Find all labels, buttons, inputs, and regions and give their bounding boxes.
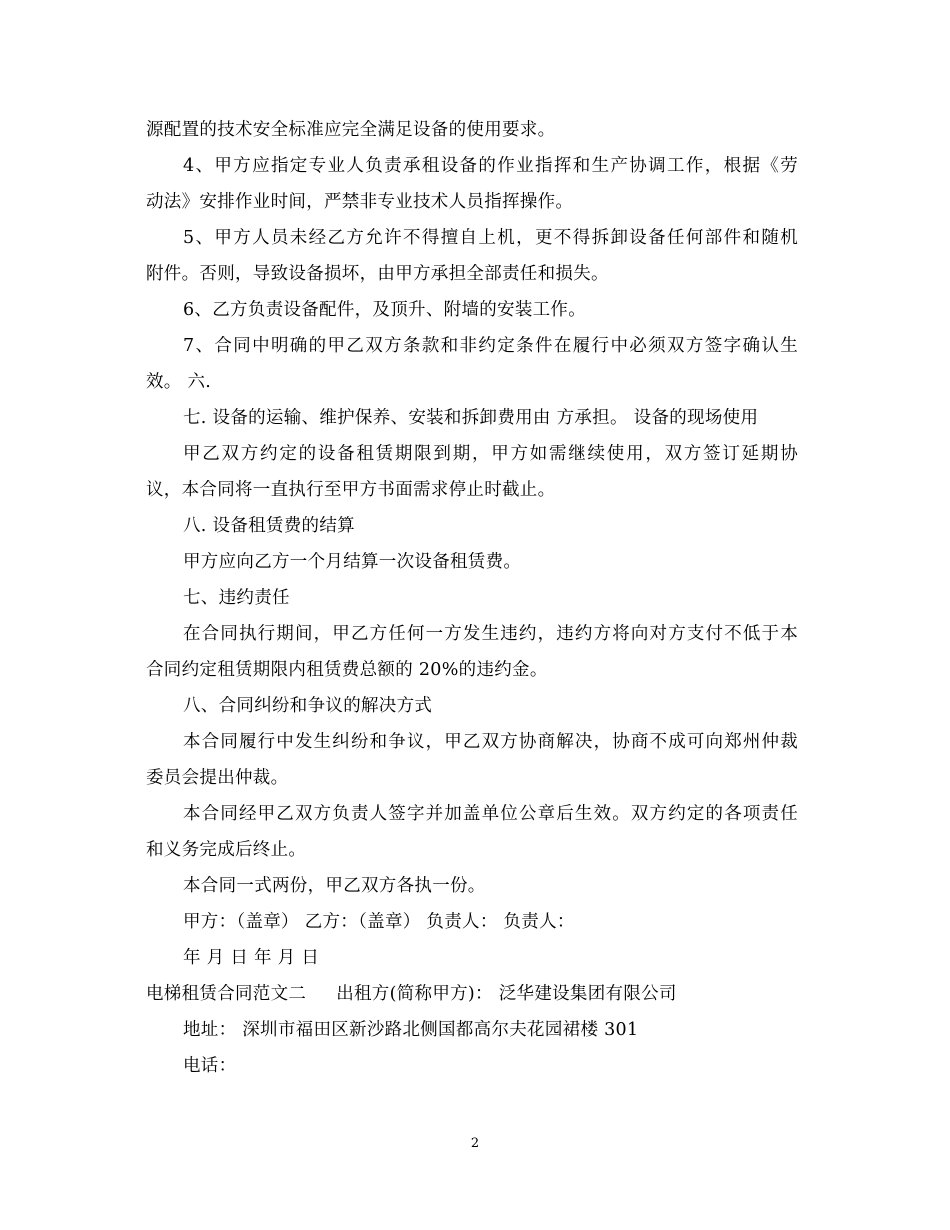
paragraph-line: 源配置的技术安全标准应完全满足设备的使用要求。: [146, 120, 556, 140]
section-heading: 七、违约责任: [183, 588, 290, 608]
paragraph-line: 本合同经甲乙双方负责人签字并加盖单位公章后生效。双方约定的各项责任: [183, 804, 798, 824]
paragraph-line: 委员会提出仲裁。: [146, 768, 289, 788]
lessor-line: 出租方(简称甲方)： 泛华建设集团有限公司: [336, 984, 677, 1004]
paragraph-line: 议，本合同将一直执行至甲方书面需求停止时截止。: [146, 480, 556, 500]
second-contract-title: 电梯租赁合同范文二: [146, 984, 307, 1004]
signature-line: 甲方：（盖章） 乙方：（盖章） 负责人： 负责人：: [183, 912, 575, 932]
paragraph-line: 动法》安排作业时间，严禁非专业技术人员指挥操作。: [146, 192, 574, 212]
second-contract-header: [146, 982, 677, 1006]
paragraph-line: 和义务完成后终止。: [146, 840, 307, 860]
paragraph-line: 附件。否则，导致设备损坏，由甲方承担全部责任和损失。: [146, 264, 609, 284]
paragraph-line: 6、乙方负责设备配件，及顶升、附墙的安装工作。: [183, 300, 587, 320]
date-line: 年 月 日 年 月 日: [183, 948, 320, 968]
address-line: 地址： 深圳市福田区新沙路北侧国都高尔夫花园裙楼 301: [183, 1020, 639, 1040]
paragraph-line: 效。 六.: [146, 372, 212, 392]
paragraph-line: 5、甲方人员未经乙方允许不得擅自上机，更不得拆卸设备任何部件和随机: [183, 228, 798, 248]
phone-line: 电话：: [183, 1056, 237, 1076]
paragraph-line: 合同约定租赁期限内租赁费总额的 20%的违约金。: [146, 660, 548, 680]
paragraph-line: 甲方应向乙方一个月结算一次设备租赁费。: [183, 552, 522, 572]
paragraph-line: 本合同履行中发生纠纷和争议，甲乙双方协商解决，协商不成可向郑州仲裁: [183, 732, 798, 752]
paragraph-line: 4、甲方应指定专业人负责承租设备的作业指挥和生产协调工作，根据《劳: [183, 156, 798, 176]
section-heading: 八、合同纠纷和争议的解决方式: [183, 696, 433, 716]
section-heading: 八. 设备租赁费的结算: [183, 516, 355, 536]
paragraph-line: 甲乙双方约定的设备租赁期限到期，甲方如需继续使用，双方签订延期协: [183, 444, 798, 464]
paragraph-line: 七. 设备的运输、维护保养、安装和拆卸费用由 方承担。 设备的现场使用: [183, 408, 759, 428]
paragraph-line: 本合同一式两份，甲乙双方各执一份。: [183, 876, 486, 896]
paragraph-line: 7、合同中明确的甲乙双方条款和非约定条件在履行中必须双方签字确认生: [183, 336, 798, 356]
paragraph-line: 在合同执行期间，甲乙方任何一方发生违约，违约方将向对方支付不低于本: [183, 624, 798, 644]
page-number: 2: [470, 1136, 480, 1151]
